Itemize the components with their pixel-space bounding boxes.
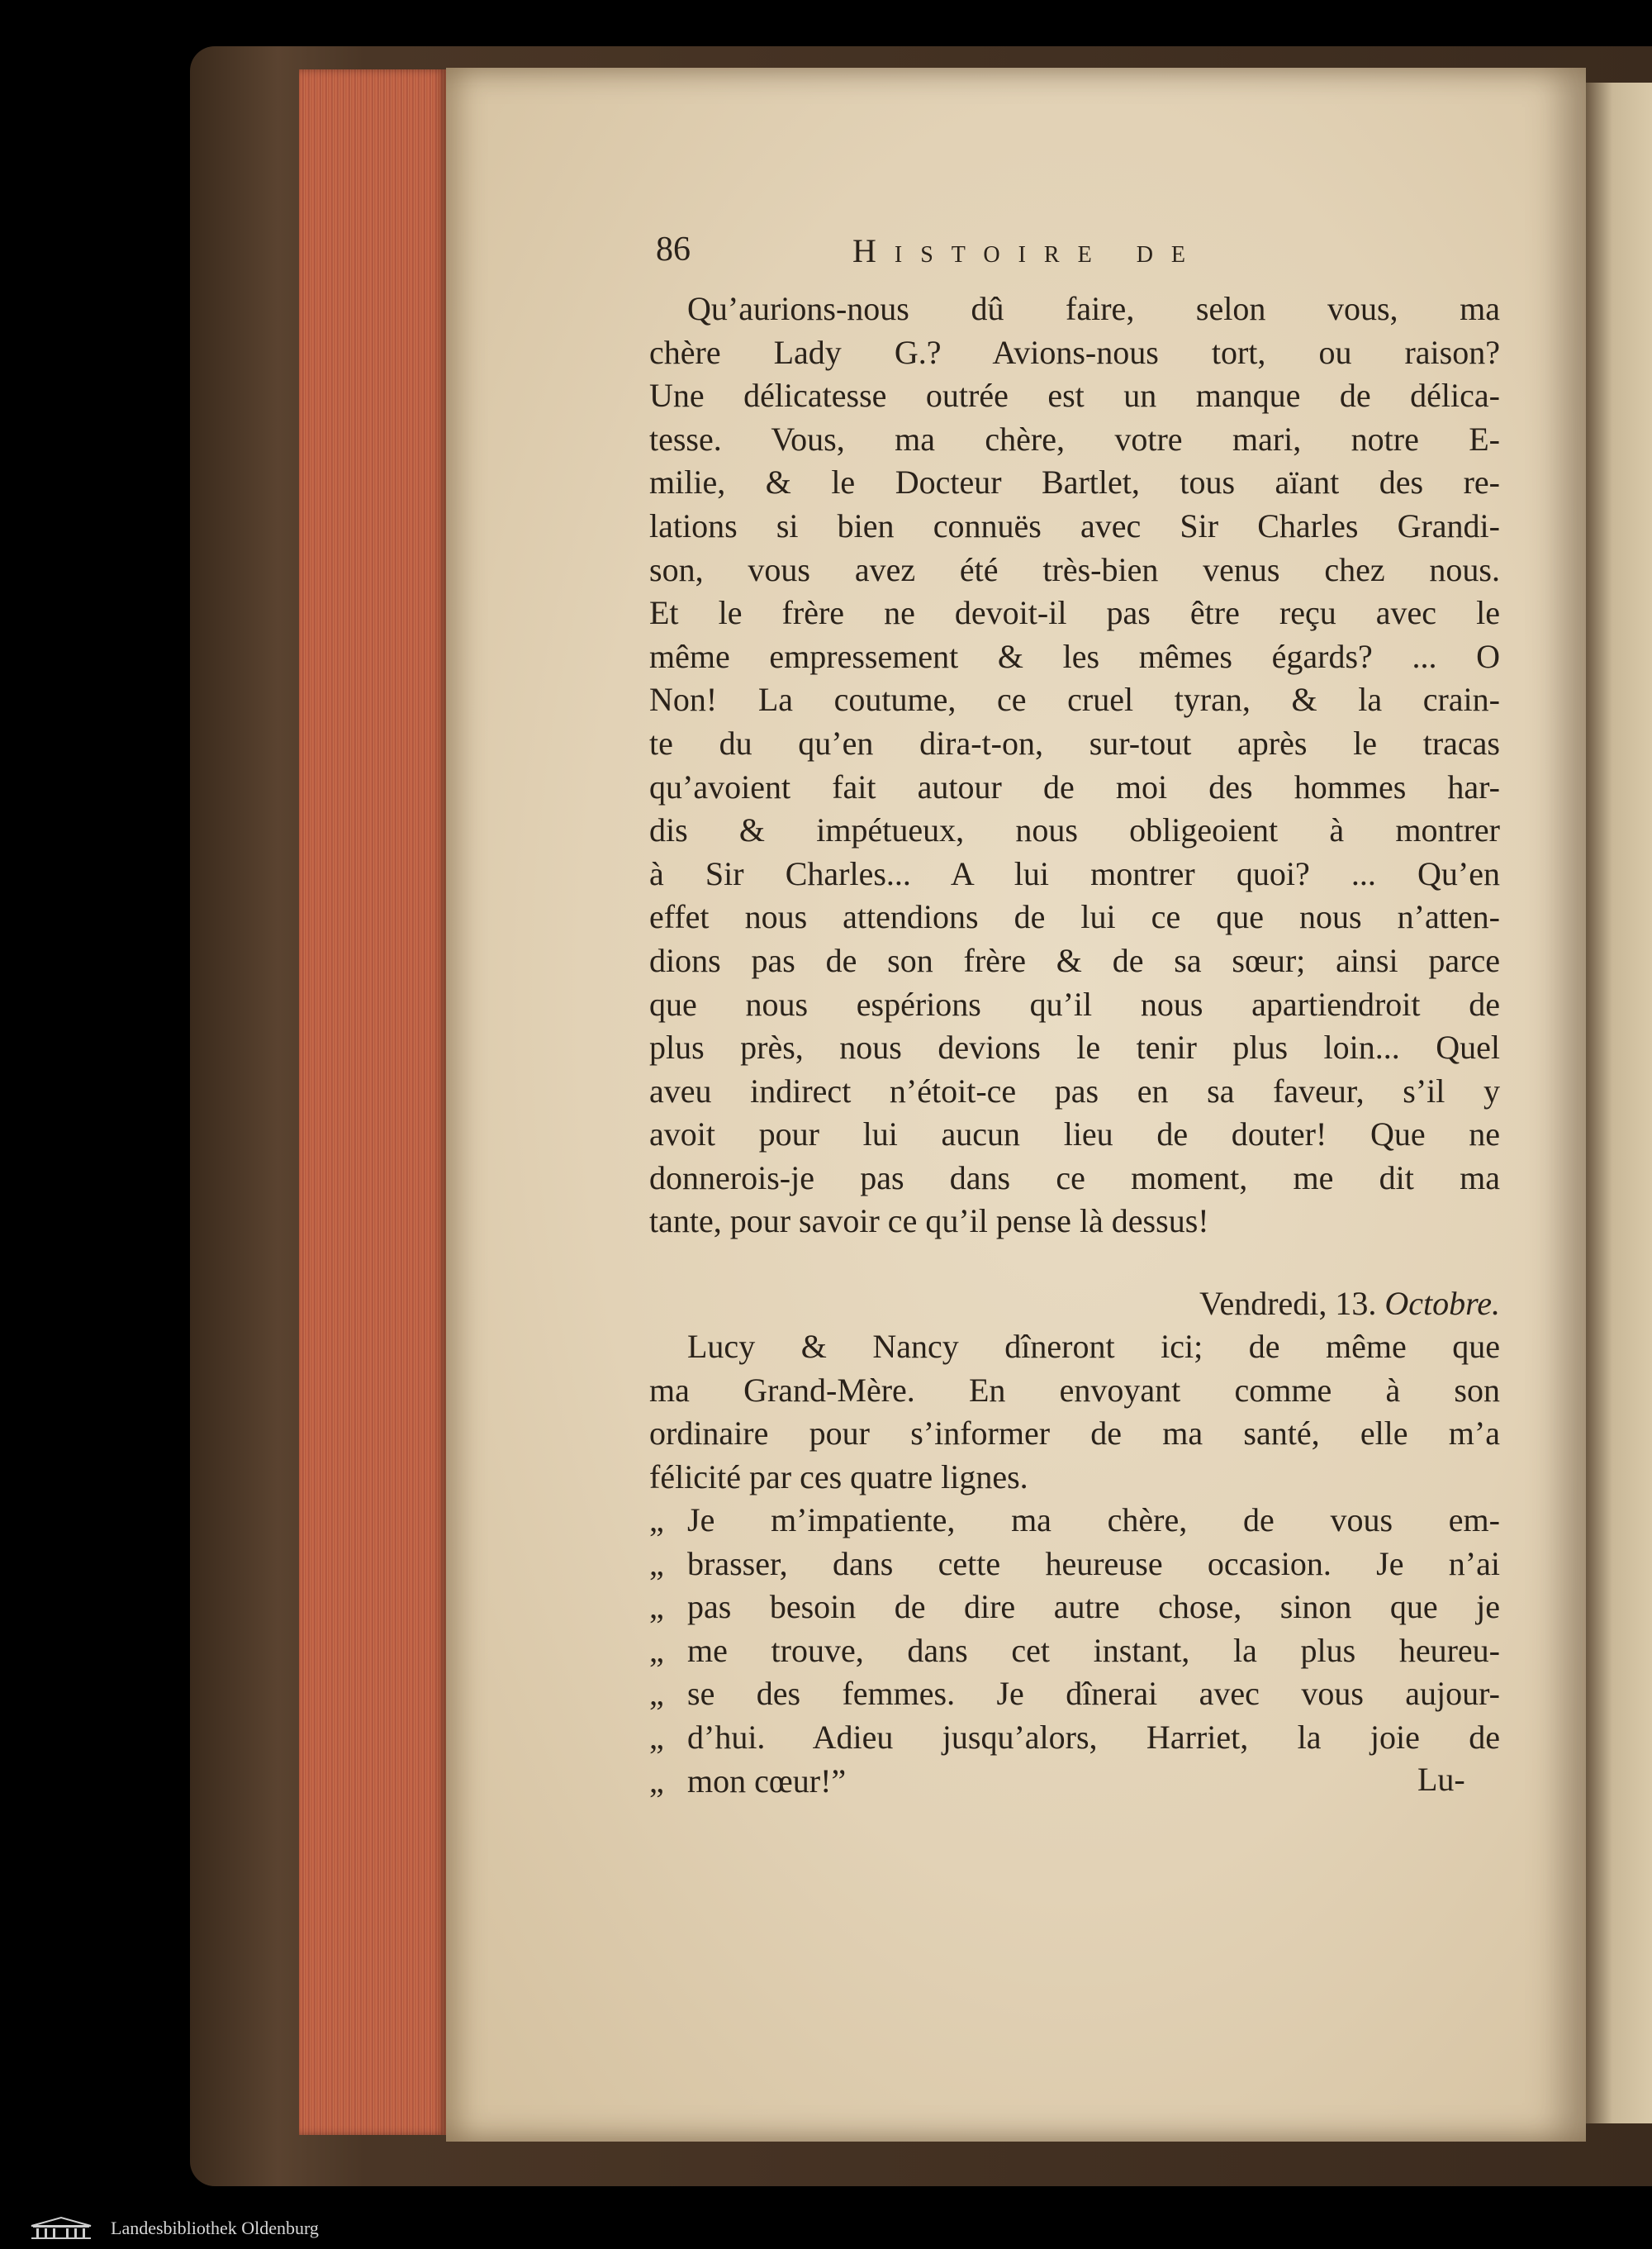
text-line: Lucy & Nancy dîneront ici; de même que [687, 1328, 1500, 1365]
text-line: chère Lady G.? Avions-nous tort, ou raison? [649, 333, 1500, 371]
letter-text: se des femmes. Je dînerai avec vous aujour- [687, 1675, 1500, 1713]
text-line: Non! La coutume, ce cruel tyran, & la crain- [649, 681, 1500, 719]
quote-mark: „ [649, 1501, 664, 1538]
quote-mark: „ [649, 1675, 664, 1713]
letter-line [649, 1586, 1500, 1629]
text-line: que nous espérions qu’il nous apartiendroit de [649, 985, 1500, 1023]
text-line: même empressement & les mêmes égards? ... O [649, 637, 1500, 675]
text-line: lations si bien connuës avec Sir Charles Grandi- [649, 506, 1500, 544]
text-line: avoit pour lui aucun lieu de douter! Que ne [649, 1115, 1500, 1153]
text-line: te du qu’en dira-t-on, sur-tout après le tracas [649, 724, 1500, 762]
quote-mark: „ [649, 1718, 664, 1756]
footer-bar [0, 2208, 1652, 2249]
text-line: effet nous attendions de lui ce que nous n’atten- [649, 898, 1500, 936]
text-line: qu’avoient fait autour de moi des hommes har- [649, 768, 1500, 806]
text-line: tante, pour savoir ce qu’il pense là dessus! [649, 1202, 1209, 1240]
text-line: aveu indirect n’étoit-ce pas en sa faveur, s’il y [649, 1072, 1500, 1110]
paragraph-2 [649, 1325, 1500, 1499]
text-line: Qu’aurions-nous dû faire, selon vous, ma [687, 290, 1500, 327]
quote-mark: „ [649, 1544, 664, 1582]
letter-text: me trouve, dans cet instant, la plus heureu- [687, 1631, 1500, 1669]
text-line: tesse. Vous, ma chère, votre mari, notre E- [649, 420, 1500, 458]
running-head: Histoire de [852, 232, 1204, 269]
text-line: Et le frère ne devoit-il pas être reçu avec le [649, 594, 1500, 632]
letter-text: pas besoin de dire autre chose, sinon que je [687, 1588, 1500, 1626]
text-line: son, vous avez été très-bien venus chez nous. [649, 550, 1500, 588]
letter-line [649, 1716, 1500, 1760]
dateline-month: Octobre. [1384, 1285, 1500, 1322]
letter-line [649, 1499, 1500, 1543]
text-line: félicité par ces quatre lignes. [649, 1457, 1028, 1495]
text-line: dions pas de son frère & de sa sœur; ainsi parce [649, 941, 1500, 979]
letter-text: mon cœur!” [687, 1762, 847, 1800]
text-line: plus près, nous devions le tenir plus loin... Quel [649, 1029, 1500, 1067]
text-line: Une délicatesse outrée est un manque de délica- [649, 377, 1500, 415]
text-line: dis & impétueux, nous obligeoient à montrer [649, 811, 1500, 849]
letter-text: d’hui. Adieu jusqu’alors, Harriet, la joie de [687, 1718, 1500, 1756]
quote-mark: „ [649, 1588, 664, 1626]
page-header [649, 230, 1500, 273]
text-line: ma Grand-Mère. En envoyant comme à son [649, 1371, 1500, 1409]
dateline [649, 1284, 1500, 1327]
page-number: 86 [656, 231, 691, 269]
dateline-day: Vendredi, 13. [1199, 1285, 1377, 1322]
letter-line [649, 1543, 1500, 1586]
footer-institution: Landesbibliothek Oldenburg [111, 2218, 319, 2238]
letter-text: Je m’impatiente, ma chère, de vous em- [687, 1501, 1500, 1538]
text-line: donnerois-je pas dans ce moment, me dit ma [649, 1158, 1500, 1196]
paragraph-1 [649, 288, 1500, 1243]
quote-mark: „ [649, 1762, 664, 1800]
facing-page-gutter [1586, 83, 1652, 2123]
page-edges [299, 69, 446, 2135]
quote-mark: „ [649, 1631, 664, 1669]
library-building-icon [28, 2216, 94, 2241]
text-line: milie, & le Docteur Bartlet, tous aïant des re- [649, 464, 1500, 502]
quoted-letter [649, 1499, 1500, 1803]
text-line: ordinaire pour s’informer de ma santé, elle m’a [649, 1415, 1500, 1453]
letter-line [649, 1672, 1500, 1716]
letter-line [649, 1760, 1500, 1804]
catchword: Lu- [1417, 1761, 1465, 1798]
text-line: à Sir Charles... A lui montrer quoi? ... Qu’en [649, 854, 1500, 892]
letter-line [649, 1629, 1500, 1673]
letter-text: brasser, dans cette heureuse occasion. Je n’ai [687, 1544, 1500, 1582]
